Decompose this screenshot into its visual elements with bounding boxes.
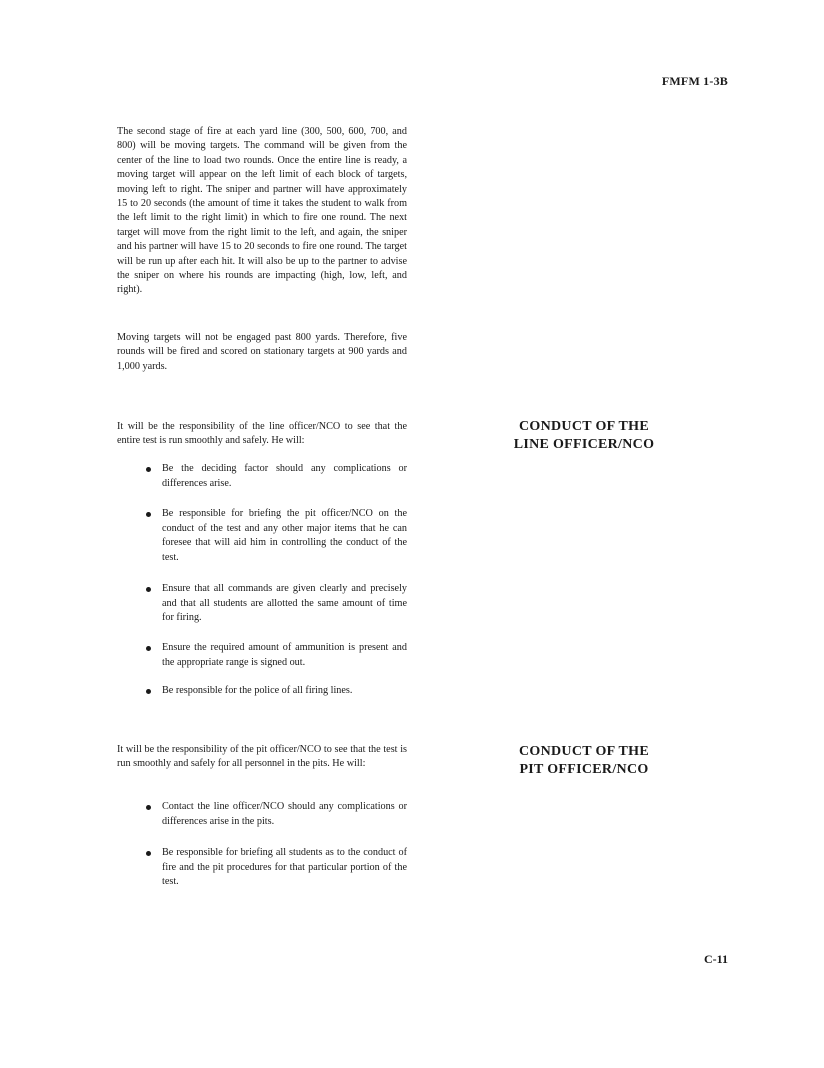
- pit-officer-heading-line2: PIT OFFICER/NCO: [519, 762, 649, 777]
- bullet-icon: [146, 851, 151, 856]
- line-officer-heading-line1: CONDUCT OF THE: [519, 419, 649, 434]
- list-item: [145, 641, 407, 670]
- pit-officer-heading-line1: CONDUCT OF THE: [519, 744, 649, 759]
- intro-paragraph-1: [117, 125, 407, 298]
- line-officer-intro-text: It will be the responsibility of the line officer/NCO to see that the entire test is run smoothly and safely. He will:: [117, 421, 407, 447]
- line-officer-intro: [117, 420, 407, 449]
- line-officer-heading: [508, 418, 660, 454]
- list-item-text: Contact the line officer/NCO should any complications or differences arise in the pits.: [162, 801, 407, 827]
- intro-paragraph-2: [117, 331, 407, 374]
- list-item-text: Ensure that all commands are given clearly and precisely and that all students are allotted the same amount of time for firing.: [162, 583, 407, 624]
- list-item-text: Ensure the required amount of ammunition is present and the appropriate range is signed out.: [162, 642, 407, 668]
- document-id: FMFM 1-3B: [661, 74, 728, 88]
- page-number: C-11: [704, 952, 728, 966]
- intro-paragraph-2-text: Moving targets will not be engaged past 800 yards. Therefore, five rounds will be fired and scored on stationary targets at 900 yards and 1,000 yards.: [117, 332, 407, 372]
- list-item: [145, 507, 407, 565]
- bullet-icon: [146, 646, 151, 651]
- bullet-icon: [146, 512, 151, 517]
- bullet-icon: [146, 805, 151, 810]
- list-item: [145, 846, 407, 890]
- bullet-icon: [146, 689, 151, 694]
- list-item: [145, 582, 407, 626]
- bullet-icon: [146, 467, 151, 472]
- intro-paragraph-1-text: The second stage of fire at each yard line (300, 500, 600, 700, and 800) will be moving targets. The command will be given from the center of the line to load two rounds. Once the entire line is ready, a moving target will appear on the left limit of each block of targets, moving left to right. The sniper and partner will have approximately 15 to 20 seconds (the amount of time it takes the student to walk from the left limit to the right limit) in which to fire one round. The next target will move from the right limit to the left, and again, the sniper and his partner will have 15 to 20 seconds to fire one round. The target will be run up after each hit. It will also be up to the partner to advise the sniper on where his rounds are impacting (high, low, left, and right).: [117, 126, 407, 296]
- list-item: [145, 684, 407, 699]
- list-item: [145, 462, 407, 491]
- pit-officer-intro-text: It will be the responsibility of the pit officer/NCO to see that the test is run smoothly and safely for all personnel in the pits. He will:: [117, 744, 407, 770]
- list-item-text: Be responsible for briefing all students as to the conduct of fire and the pit procedures for that particular portion of the test.: [162, 847, 407, 888]
- pit-officer-intro: [117, 743, 407, 772]
- pit-officer-heading: [508, 743, 660, 779]
- list-item: [145, 800, 407, 829]
- list-item-text: Be responsible for briefing the pit officer/NCO on the conduct of the test and any other major items that he can foresee that will aid him in controlling the conduct of the test.: [162, 508, 407, 563]
- list-item-text: Be responsible for the police of all firing lines.: [162, 685, 353, 696]
- line-officer-heading-line2: LINE OFFICER/NCO: [513, 437, 655, 452]
- list-item-text: Be the deciding factor should any complications or differences arise.: [162, 463, 407, 489]
- bullet-icon: [146, 587, 151, 592]
